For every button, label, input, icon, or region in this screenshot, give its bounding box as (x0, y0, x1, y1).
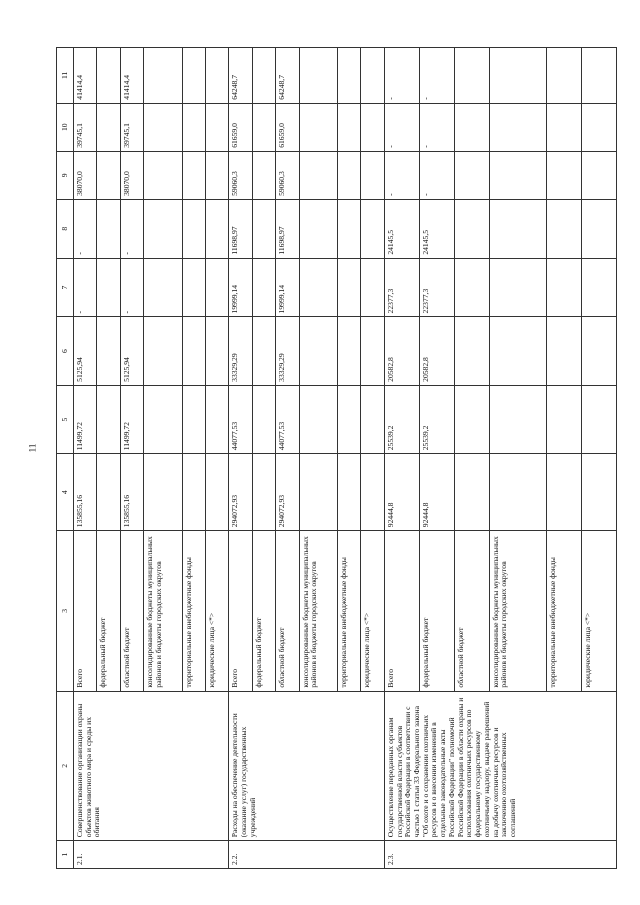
funding-source: Всего (384, 531, 419, 691)
value-cell: 11698,97 (229, 199, 252, 258)
value-cell (454, 151, 489, 199)
value-cell (144, 317, 182, 385)
value-cell: - (419, 48, 454, 104)
value-cell (144, 454, 182, 531)
value-cell: 24145,5 (419, 199, 454, 258)
value-cell: 135855,16 (120, 454, 143, 531)
value-cell (206, 258, 229, 317)
value-cell (546, 258, 581, 317)
value-cell: 5125,94 (74, 317, 97, 385)
budget-table (56, 47, 617, 869)
value-cell (546, 454, 581, 531)
value-cell (546, 103, 581, 151)
value-cell (144, 199, 182, 258)
value-cell: 135855,16 (74, 454, 97, 531)
value-cell (299, 454, 337, 531)
value-cell (581, 258, 616, 317)
column-header: 7 (57, 258, 74, 317)
value-cell: 59060,3 (229, 151, 252, 199)
value-cell: 64248,7 (276, 48, 299, 104)
column-header: 10 (57, 103, 74, 151)
value-cell: - (120, 199, 143, 258)
value-cell (182, 385, 205, 453)
value-cell (299, 385, 337, 453)
value-cell: 25539,2 (419, 385, 454, 453)
funding-source: территориальные внебюджетные фонды (182, 531, 205, 691)
item-code: 2.3. (384, 841, 616, 869)
value-cell (97, 103, 120, 151)
value-cell (489, 199, 546, 258)
value-cell (454, 317, 489, 385)
value-cell: 33329,29 (229, 317, 252, 385)
value-cell: 11499,72 (120, 385, 143, 453)
funding-source: федеральный бюджет (419, 531, 454, 691)
value-cell (454, 103, 489, 151)
value-cell (581, 199, 616, 258)
funding-source: областной бюджет (276, 531, 299, 691)
value-cell (581, 48, 616, 104)
value-cell (338, 317, 361, 385)
value-cell (299, 258, 337, 317)
funding-source: консолидированные бюджеты муниципальных районов и бюджеты городских округов (299, 531, 337, 691)
column-header: 2 (57, 691, 74, 841)
value-cell (489, 103, 546, 151)
value-cell: 44077,53 (229, 385, 252, 453)
value-cell: 19999,14 (276, 258, 299, 317)
value-cell (252, 48, 275, 104)
value-cell (299, 199, 337, 258)
value-cell (206, 317, 229, 385)
value-cell (454, 454, 489, 531)
value-cell: 39745,1 (120, 103, 143, 151)
item-code: 2.2. (229, 841, 384, 869)
value-cell (338, 199, 361, 258)
value-cell (144, 48, 182, 104)
value-cell (581, 385, 616, 453)
value-cell (97, 48, 120, 104)
funding-source: федеральный бюджет (252, 531, 275, 691)
funding-source: консолидированные бюджеты муниципальных районов и бюджеты городских округов (489, 531, 546, 691)
value-cell (182, 103, 205, 151)
value-cell: 33329,29 (276, 317, 299, 385)
value-cell: 61659,0 (229, 103, 252, 151)
value-cell (489, 317, 546, 385)
value-cell (182, 454, 205, 531)
value-cell (581, 317, 616, 385)
value-cell (182, 258, 205, 317)
value-cell (581, 454, 616, 531)
value-cell: 61659,0 (276, 103, 299, 151)
value-cell (338, 48, 361, 104)
value-cell: 25539,2 (384, 385, 419, 453)
value-cell (546, 151, 581, 199)
value-cell (182, 317, 205, 385)
value-cell (454, 385, 489, 453)
value-cell: - (419, 151, 454, 199)
column-header: 6 (57, 317, 74, 385)
value-cell (581, 151, 616, 199)
value-cell (206, 103, 229, 151)
value-cell (252, 385, 275, 453)
value-cell: - (419, 103, 454, 151)
column-header: 1 (57, 841, 74, 869)
value-cell (338, 258, 361, 317)
value-cell (206, 385, 229, 453)
funding-source: территориальные внебюджетные фонды (546, 531, 581, 691)
value-cell: 5125,94 (120, 317, 143, 385)
value-cell (299, 103, 337, 151)
value-cell (361, 151, 384, 199)
funding-source: Всего (74, 531, 97, 691)
value-cell (144, 151, 182, 199)
column-header: 3 (57, 531, 74, 691)
value-cell (581, 103, 616, 151)
value-cell (546, 317, 581, 385)
value-cell (206, 151, 229, 199)
value-cell (144, 103, 182, 151)
value-cell (361, 454, 384, 531)
value-cell (144, 258, 182, 317)
value-cell: 294072,93 (276, 454, 299, 531)
funding-source: Всего (229, 531, 252, 691)
value-cell: 24145,5 (384, 199, 419, 258)
value-cell: 11499,72 (74, 385, 97, 453)
value-cell (252, 151, 275, 199)
value-cell: 11698,97 (276, 199, 299, 258)
value-cell (338, 151, 361, 199)
value-cell: 38070,0 (120, 151, 143, 199)
column-header: 5 (57, 385, 74, 453)
value-cell (338, 385, 361, 453)
value-cell: - (384, 151, 419, 199)
value-cell: 22377,3 (384, 258, 419, 317)
value-cell (144, 385, 182, 453)
item-name: Совершенствование организации охраны объектов животного мира и среды их обитания (74, 691, 229, 841)
header-row (57, 48, 74, 869)
value-cell (97, 317, 120, 385)
table-container (56, 47, 617, 869)
value-cell: 92444,8 (384, 454, 419, 531)
item-code: 2.1. (74, 841, 229, 869)
value-cell (489, 151, 546, 199)
table-row (229, 48, 252, 869)
value-cell: 20582,8 (384, 317, 419, 385)
page-number: 11 (27, 443, 38, 453)
value-cell: - (384, 103, 419, 151)
value-cell (299, 48, 337, 104)
value-cell: 20582,8 (419, 317, 454, 385)
item-name: Осуществление переданных органам государственной власти субъектов Российской Федерации в соответствии с частью 1 статьи 33 Федерального закона "Об охоте и о сохранении охотничьих ресурсов и о внесении изменений в отдельные законодательные акты Российской Федерации" полномочий Российской Федерации в области охраны и использования охотничьих ресурсов по федеральному государственному охотничьему надзору, выдаче разрешений на добычу охотничьих ресурсов и заключению охотхозяйственных соглашений (384, 691, 616, 841)
value-cell (97, 385, 120, 453)
value-cell (361, 199, 384, 258)
table-body (74, 48, 617, 869)
column-header: 9 (57, 151, 74, 199)
value-cell: 294072,93 (229, 454, 252, 531)
value-cell (252, 454, 275, 531)
funding-source: областной бюджет (454, 531, 489, 691)
value-cell: 22377,3 (419, 258, 454, 317)
value-cell (546, 199, 581, 258)
funding-source: территориальные внебюджетные фонды (338, 531, 361, 691)
value-cell (489, 385, 546, 453)
value-cell (299, 151, 337, 199)
value-cell (489, 48, 546, 104)
value-cell (182, 48, 205, 104)
value-cell (182, 151, 205, 199)
funding-source: областной бюджет (120, 531, 143, 691)
funding-source: юридические лица <*> (206, 531, 229, 691)
value-cell: 64248,7 (229, 48, 252, 104)
value-cell (489, 454, 546, 531)
value-cell (489, 258, 546, 317)
value-cell (454, 258, 489, 317)
value-cell (206, 454, 229, 531)
value-cell (252, 199, 275, 258)
value-cell: 92444,8 (419, 454, 454, 531)
value-cell (454, 48, 489, 104)
value-cell (454, 199, 489, 258)
funding-source: юридические лица <*> (361, 531, 384, 691)
value-cell (361, 317, 384, 385)
column-header: 11 (57, 48, 74, 104)
item-name: Расходы на обеспечение деятельности (оказание услуг) государственных учреждений (229, 691, 384, 841)
value-cell (361, 48, 384, 104)
funding-source: федеральный бюджет (97, 531, 120, 691)
value-cell (338, 454, 361, 531)
value-cell (252, 258, 275, 317)
value-cell (206, 199, 229, 258)
column-header: 8 (57, 199, 74, 258)
value-cell: 19999,14 (229, 258, 252, 317)
value-cell (97, 199, 120, 258)
value-cell: - (120, 258, 143, 317)
value-cell: 39745,1 (74, 103, 97, 151)
value-cell: 59060,3 (276, 151, 299, 199)
value-cell: 38070,0 (74, 151, 97, 199)
value-cell (97, 454, 120, 531)
table-row (74, 48, 97, 869)
value-cell (252, 317, 275, 385)
column-header: 4 (57, 454, 74, 531)
funding-source: юридические лица <*> (581, 531, 616, 691)
value-cell (252, 103, 275, 151)
funding-source: консолидированные бюджеты муниципальных районов и бюджеты городских округов (144, 531, 182, 691)
value-cell: 41414,4 (120, 48, 143, 104)
table-row (384, 48, 419, 869)
value-cell: - (74, 199, 97, 258)
value-cell (338, 103, 361, 151)
value-cell (361, 258, 384, 317)
value-cell: - (384, 48, 419, 104)
value-cell (97, 151, 120, 199)
value-cell (546, 385, 581, 453)
value-cell: - (74, 258, 97, 317)
value-cell (361, 103, 384, 151)
value-cell (182, 199, 205, 258)
value-cell (361, 385, 384, 453)
value-cell: 41414,4 (74, 48, 97, 104)
value-cell (97, 258, 120, 317)
value-cell (299, 317, 337, 385)
value-cell (546, 48, 581, 104)
value-cell (206, 48, 229, 104)
value-cell: 44077,53 (276, 385, 299, 453)
